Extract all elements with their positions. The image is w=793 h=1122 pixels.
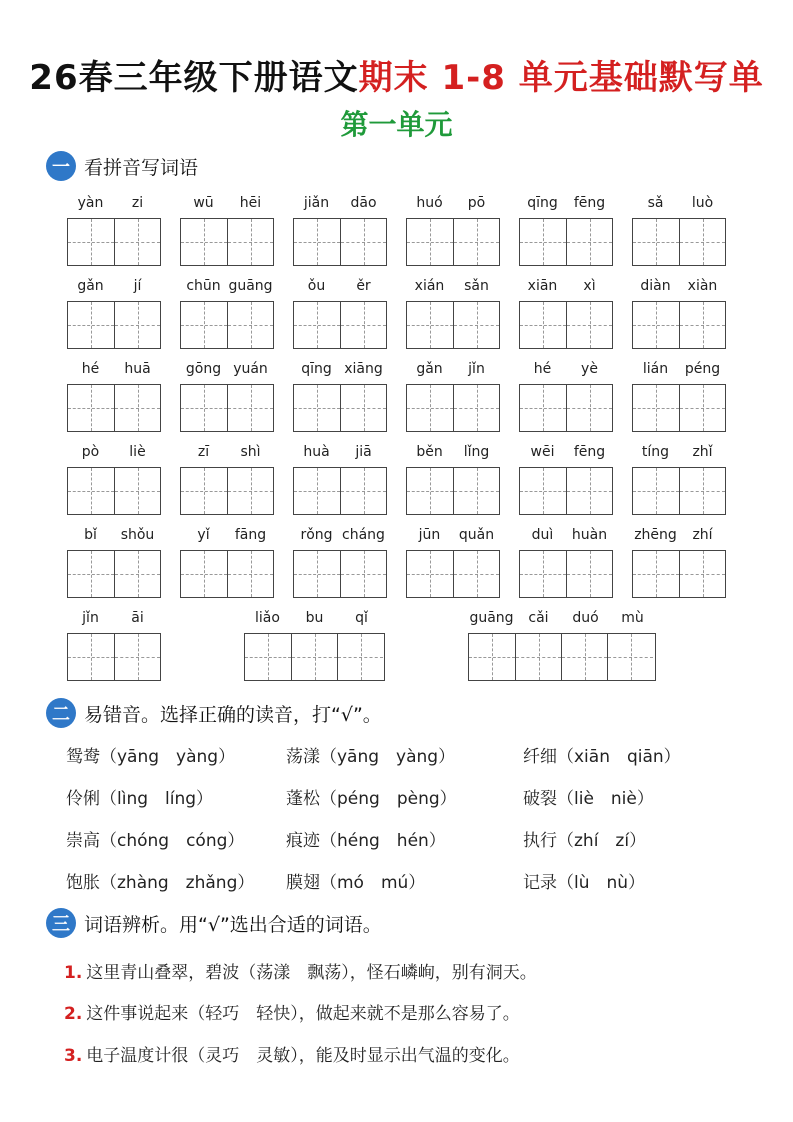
pinyin-syllable: sǎn	[464, 278, 489, 294]
section2-heading: 易错音。选择正确的读音，打“√”。	[84, 703, 382, 726]
question-text: 这里青山叠翠，碧波（荡漾 飘荡），怪石嶙峋，别有洞天。	[86, 963, 537, 983]
writing-cell[interactable]	[291, 634, 337, 680]
writing-cell[interactable]	[566, 551, 612, 597]
writing-boxes[interactable]	[293, 550, 387, 598]
writing-boxes[interactable]	[67, 633, 161, 681]
section3-number-badge: 三	[46, 908, 76, 938]
writing-boxes[interactable]	[67, 218, 161, 266]
pinyin-word	[244, 610, 385, 681]
writing-cell[interactable]	[633, 468, 679, 514]
pinyin-syllable: huó	[416, 195, 443, 211]
pinyin-syllable: zi	[131, 195, 144, 211]
pinyin-syllable: huàn	[571, 527, 608, 543]
writing-cell[interactable]	[294, 302, 340, 348]
pinyin-syllable: chūn	[186, 278, 221, 294]
question-number: 2.	[64, 1004, 83, 1024]
section3-heading: 词语辨析。用“√”选出合适的词语。	[84, 913, 382, 936]
writing-cell[interactable]	[227, 551, 273, 597]
writing-boxes[interactable]	[406, 218, 500, 266]
pinyin-syllable: lián	[642, 361, 669, 377]
pinyin-word	[632, 527, 726, 598]
writing-cell[interactable]	[566, 385, 612, 431]
pinyin-word	[180, 195, 274, 266]
pinyin-syllable: ǒu	[307, 278, 326, 294]
pinyin-word	[406, 444, 500, 515]
pinyin-syllable: gǎn	[77, 278, 104, 294]
writing-cell[interactable]	[294, 385, 340, 431]
section1-header	[46, 150, 198, 182]
question-2	[64, 999, 520, 1024]
writing-cell[interactable]	[340, 385, 386, 431]
writing-cell[interactable]	[227, 385, 273, 431]
pinyin-word	[632, 278, 726, 349]
writing-cell[interactable]	[520, 468, 566, 514]
writing-boxes[interactable]	[519, 301, 613, 349]
writing-boxes[interactable]	[632, 550, 726, 598]
writing-boxes[interactable]	[519, 218, 613, 266]
pinyin-word	[180, 444, 274, 515]
pinyin-syllable: yè	[581, 361, 598, 377]
pinyin-syllable: xiāng	[344, 361, 383, 377]
writing-cell[interactable]	[633, 385, 679, 431]
writing-boxes[interactable]	[244, 633, 385, 681]
writing-boxes[interactable]	[632, 218, 726, 266]
writing-cell[interactable]	[515, 634, 561, 680]
title-part2: 期末 1-8 单元基础默写单	[358, 58, 764, 98]
pinyin-syllable: qǐ	[355, 610, 368, 626]
writing-cell[interactable]	[453, 468, 499, 514]
writing-cell[interactable]	[227, 219, 273, 265]
writing-cell[interactable]	[407, 468, 453, 514]
writing-cell[interactable]	[407, 219, 453, 265]
writing-cell[interactable]	[340, 219, 386, 265]
pinyin-syllable: cǎi	[528, 610, 549, 626]
writing-boxes[interactable]	[67, 467, 161, 515]
writing-cell[interactable]	[114, 468, 160, 514]
pinyin-syllable: qīng	[527, 195, 558, 211]
writing-cell[interactable]	[679, 219, 725, 265]
writing-cell[interactable]	[453, 551, 499, 597]
pinyin-syllable: xián	[414, 278, 445, 294]
pinyin-syllable: cháng	[342, 527, 385, 543]
writing-cell[interactable]	[520, 302, 566, 348]
pinyin-syllable: gōng	[185, 361, 222, 377]
writing-cell[interactable]	[340, 302, 386, 348]
pinyin-syllable: wēi	[530, 444, 555, 460]
pinyin-word	[632, 195, 726, 266]
pinyin-syllable: zhǐ	[692, 444, 713, 460]
pinyin-syllable: běn	[416, 444, 443, 460]
writing-boxes[interactable]	[519, 550, 613, 598]
pinyin-word	[519, 195, 613, 266]
writing-cell[interactable]	[407, 302, 453, 348]
pinyin-word	[180, 278, 274, 349]
pinyin-word	[519, 444, 613, 515]
writing-boxes[interactable]	[180, 301, 274, 349]
pinyin-word	[632, 361, 726, 432]
writing-boxes[interactable]	[293, 218, 387, 266]
pinyin-syllable: fāng	[234, 527, 267, 543]
tone-choice-item[interactable]: 崇高（chóng cóng）	[66, 831, 245, 851]
writing-cell[interactable]	[679, 551, 725, 597]
writing-cell[interactable]	[114, 302, 160, 348]
writing-cell[interactable]	[114, 551, 160, 597]
pinyin-syllable: quǎn	[458, 527, 495, 543]
pinyin-word	[406, 278, 500, 349]
pinyin-syllable: xiàn	[687, 278, 718, 294]
writing-boxes[interactable]	[293, 384, 387, 432]
pinyin-syllable: bu	[305, 610, 324, 626]
tone-choice-item[interactable]: 破裂（liè niè）	[523, 789, 654, 809]
writing-cell[interactable]	[294, 219, 340, 265]
writing-cell[interactable]	[68, 219, 114, 265]
writing-cell[interactable]	[566, 468, 612, 514]
pinyin-syllable: qīng	[301, 361, 332, 377]
pinyin-syllable: jǐn	[468, 361, 485, 377]
pinyin-word	[293, 278, 387, 349]
pinyin-word	[519, 361, 613, 432]
pinyin-word	[406, 195, 500, 266]
pinyin-word	[67, 195, 161, 266]
writing-cell[interactable]	[561, 634, 607, 680]
writing-boxes[interactable]	[632, 301, 726, 349]
pinyin-syllable: jūn	[418, 527, 441, 543]
writing-cell[interactable]	[245, 634, 291, 680]
writing-boxes[interactable]	[180, 467, 274, 515]
tone-choice-item[interactable]: 膜翅（mó mú）	[286, 873, 426, 893]
writing-cell[interactable]	[633, 302, 679, 348]
pinyin-syllable: yàn	[77, 195, 104, 211]
writing-cell[interactable]	[114, 385, 160, 431]
writing-cell[interactable]	[337, 634, 383, 680]
writing-cell[interactable]	[181, 302, 227, 348]
tone-choice-item[interactable]: 鸳鸯（yāng yàng）	[66, 747, 236, 767]
writing-boxes[interactable]	[406, 550, 500, 598]
pinyin-word	[293, 527, 387, 598]
title-part1: 26春三年级下册语文	[29, 58, 359, 98]
pinyin-word	[406, 527, 500, 598]
writing-cell[interactable]	[520, 551, 566, 597]
writing-boxes[interactable]	[180, 218, 274, 266]
pinyin-syllable: liǎo	[255, 610, 280, 626]
writing-cell[interactable]	[453, 302, 499, 348]
section1-heading: 看拼音写词语	[84, 156, 199, 179]
pinyin-syllable: huà	[303, 444, 330, 460]
writing-cell[interactable]	[227, 468, 273, 514]
pinyin-word	[67, 527, 161, 598]
writing-cell[interactable]	[633, 551, 679, 597]
writing-boxes[interactable]	[293, 467, 387, 515]
writing-cell[interactable]	[453, 219, 499, 265]
pinyin-word	[406, 361, 500, 432]
pinyin-syllable: āi	[131, 610, 144, 626]
tone-choice-item[interactable]: 痕迹（héng hén）	[286, 831, 446, 851]
tone-choice-item[interactable]: 执行（zhí zí）	[523, 831, 647, 851]
writing-cell[interactable]	[520, 385, 566, 431]
writing-boxes[interactable]	[67, 384, 161, 432]
pinyin-syllable: péng	[684, 361, 721, 377]
writing-cell[interactable]	[294, 551, 340, 597]
writing-cell[interactable]	[407, 385, 453, 431]
writing-boxes[interactable]	[180, 550, 274, 598]
pinyin-syllable: ěr	[356, 278, 371, 294]
writing-boxes[interactable]	[468, 633, 656, 681]
writing-cell[interactable]	[633, 219, 679, 265]
pinyin-syllable: jiǎn	[303, 195, 330, 211]
pinyin-syllable: yuán	[233, 361, 268, 377]
pinyin-syllable: pō	[467, 195, 486, 211]
writing-cell[interactable]	[407, 551, 453, 597]
pinyin-syllable: jí	[133, 278, 142, 294]
writing-cell[interactable]	[181, 219, 227, 265]
section3-header	[46, 907, 382, 939]
tone-choice-item[interactable]: 荡漾（yāng yàng）	[286, 747, 456, 767]
writing-cell[interactable]	[453, 385, 499, 431]
question-number: 3.	[64, 1046, 83, 1066]
pinyin-syllable: sǎ	[647, 195, 664, 211]
pinyin-syllable: jiā	[355, 444, 372, 460]
tone-choice-item[interactable]: 纤细（xiān qiān）	[523, 747, 681, 767]
pinyin-syllable: diàn	[640, 278, 671, 294]
pinyin-syllable: hé	[81, 361, 100, 377]
pinyin-syllable: fēng	[573, 195, 606, 211]
pinyin-syllable: shì	[240, 444, 261, 460]
tone-choice-item[interactable]: 伶俐（lìng líng）	[66, 789, 214, 809]
writing-cell[interactable]	[68, 551, 114, 597]
writing-boxes[interactable]	[180, 384, 274, 432]
pinyin-syllable: yǐ	[197, 527, 210, 543]
writing-cell[interactable]	[68, 385, 114, 431]
pinyin-syllable: mù	[621, 610, 644, 626]
pinyin-syllable: shǒu	[120, 527, 155, 543]
writing-cell[interactable]	[68, 468, 114, 514]
writing-boxes[interactable]	[67, 550, 161, 598]
pinyin-syllable: xiān	[527, 278, 558, 294]
pinyin-word	[632, 444, 726, 515]
tone-choice-item[interactable]: 蓬松（péng pèng）	[286, 789, 457, 809]
pinyin-syllable: rǒng	[300, 527, 333, 543]
pinyin-syllable: dāo	[350, 195, 377, 211]
tone-choice-item[interactable]: 记录（lù nù）	[523, 873, 646, 893]
pinyin-syllable: xì	[583, 278, 596, 294]
question-text: 电子温度计很（灵巧 灵敏），能及时显示出气温的变化。	[86, 1046, 520, 1066]
pinyin-syllable: jǐn	[82, 610, 99, 626]
writing-cell[interactable]	[181, 468, 227, 514]
section1-number-badge: 一	[46, 151, 76, 181]
pinyin-word	[180, 527, 274, 598]
pinyin-syllable: pò	[81, 444, 100, 460]
pinyin-word	[67, 278, 161, 349]
writing-boxes[interactable]	[632, 384, 726, 432]
pinyin-syllable: gǎn	[416, 361, 443, 377]
pinyin-syllable: zhēng	[634, 527, 677, 543]
pinyin-syllable: duì	[531, 527, 554, 543]
question-1	[64, 958, 537, 983]
writing-boxes[interactable]	[519, 384, 613, 432]
pinyin-syllable: lǐng	[463, 444, 490, 460]
pinyin-word	[67, 610, 161, 681]
pinyin-syllable: hēi	[239, 195, 262, 211]
writing-cell[interactable]	[294, 468, 340, 514]
writing-boxes[interactable]	[632, 467, 726, 515]
writing-boxes[interactable]	[406, 467, 500, 515]
writing-cell[interactable]	[340, 468, 386, 514]
writing-cell[interactable]	[679, 385, 725, 431]
writing-cell[interactable]	[227, 302, 273, 348]
pinyin-syllable: fēng	[573, 444, 606, 460]
writing-boxes[interactable]	[406, 384, 500, 432]
writing-boxes[interactable]	[519, 467, 613, 515]
writing-cell[interactable]	[566, 219, 612, 265]
question-number: 1.	[64, 963, 83, 983]
pinyin-syllable: bǐ	[84, 527, 97, 543]
section2-header	[46, 697, 382, 729]
question-text: 这件事说起来（轻巧 轻快），做起来就不是那么容易了。	[86, 1004, 520, 1024]
writing-cell[interactable]	[68, 634, 114, 680]
pinyin-syllable: zī	[197, 444, 210, 460]
writing-cell[interactable]	[679, 302, 725, 348]
pinyin-syllable: liè	[129, 444, 146, 460]
writing-boxes[interactable]	[406, 301, 500, 349]
writing-boxes[interactable]	[293, 301, 387, 349]
page-title	[0, 50, 793, 99]
section2-number-badge: 二	[46, 698, 76, 728]
pinyin-syllable: huā	[124, 361, 151, 377]
pinyin-word	[293, 444, 387, 515]
writing-cell[interactable]	[520, 219, 566, 265]
writing-cell[interactable]	[469, 634, 515, 680]
writing-cell[interactable]	[181, 551, 227, 597]
pinyin-word	[67, 361, 161, 432]
pinyin-word	[519, 278, 613, 349]
pinyin-syllable: hé	[533, 361, 552, 377]
pinyin-word	[519, 527, 613, 598]
pinyin-syllable: guāng	[469, 610, 514, 626]
pinyin-word	[293, 361, 387, 432]
pinyin-word	[180, 361, 274, 432]
pinyin-syllable: zhí	[692, 527, 713, 543]
pinyin-syllable: luò	[691, 195, 714, 211]
pinyin-word	[67, 444, 161, 515]
pinyin-word	[468, 610, 656, 681]
writing-cell[interactable]	[607, 634, 653, 680]
writing-cell[interactable]	[679, 468, 725, 514]
writing-cell[interactable]	[566, 302, 612, 348]
pinyin-syllable: tíng	[641, 444, 670, 460]
pinyin-syllable: wū	[193, 195, 214, 211]
tone-choice-item[interactable]: 饱胀（zhàng zhǎng）	[66, 873, 255, 893]
writing-cell[interactable]	[181, 385, 227, 431]
question-3	[64, 1041, 520, 1066]
writing-cell[interactable]	[340, 551, 386, 597]
pinyin-word	[293, 195, 387, 266]
writing-cell[interactable]	[114, 219, 160, 265]
pinyin-syllable: guāng	[228, 278, 273, 294]
unit-title: 第一单元	[340, 108, 453, 141]
writing-cell[interactable]	[68, 302, 114, 348]
writing-cell[interactable]	[114, 634, 160, 680]
pinyin-syllable: duó	[572, 610, 599, 626]
writing-boxes[interactable]	[67, 301, 161, 349]
